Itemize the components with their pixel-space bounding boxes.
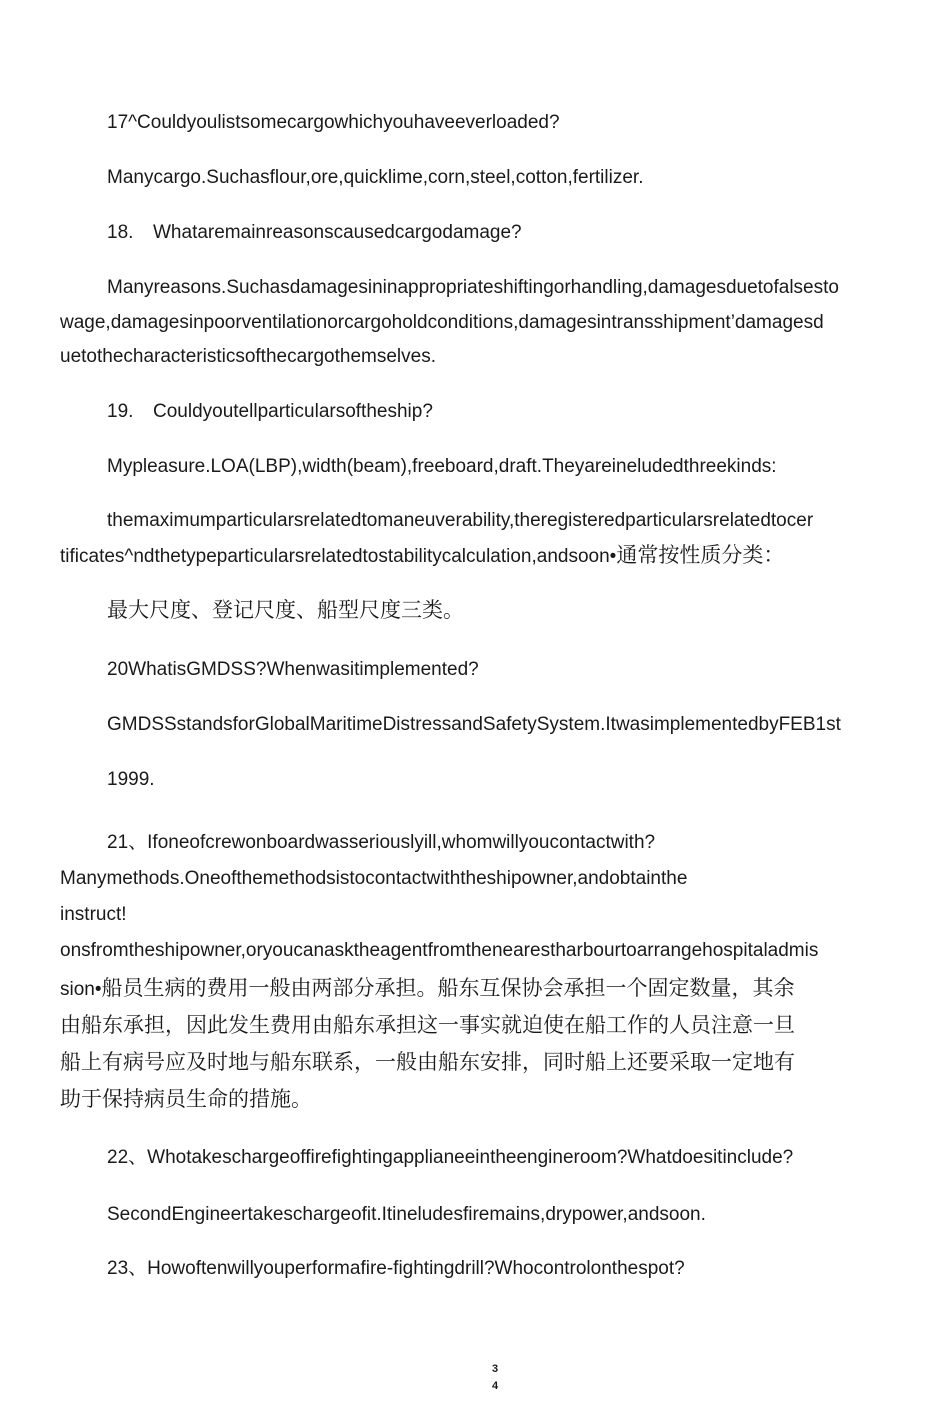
answer-17: Manycargo.Suchasflour,ore,quicklime,corn,steel,cotton,fertilizer. [107,167,644,188]
page-number-digit: 4 [491,1380,499,1392]
answer-21-line-1: Manymethods.Oneofthemethodsistocontactwiththeshipowner,andobtainthe [60,868,688,889]
chinese-note: 船员生病的费用一般由两部分承担。船东互保协会承担一个固定数量，其余 [101,976,795,1000]
chinese-note-line-3: 船上有病号应及时地与船东联系，一般由船东安排，同时船上还要采取一定地有 [60,1050,795,1074]
answer-18-line-1: Manyreasons.Suchasdamagesininappropriateshiftingorhandling,damagesduetofalsesto [107,277,839,298]
question-21: 21、Ifoneofcrewonboardwasseriouslyill,whomwillyoucontactwith? [107,832,656,853]
answer-21-line-3: onsfromtheshipowner,oryoucanasktheagentfromthenearestharbourtoarrangehospitaladmis [60,940,819,961]
question-text: Couldyoutellparticularsoftheship? [153,401,433,422]
question-22: 22、Whotakeschargeoffirefightingapplianeeintheengineroom?Whatdoesitinclude? [107,1147,794,1168]
answer-21-line-2: instruct! [60,904,127,925]
chinese-note-line-2: 由船东承担，因此发生费用由船东承担这一事实就迫使在船工作的人员注意一旦 [60,1013,795,1037]
answer-21-line-4 [60,976,795,1002]
page-number-digit: 3 [491,1363,499,1375]
answer-text: tificates^ndthetypeparticularsrelatedtostabilitycalculation,andsoon• [60,546,617,567]
answer-20-line-2: 1999. [107,769,155,790]
question-text: Whataremainreasonscausedcargodamage? [153,222,522,243]
answer-18-line-2: wage,damagesinpoorventilationorcargoholdconditions,damagesintransshipment’damagesd [60,312,824,333]
question-17: 17^Couldyoulistsomecargowhichyouhaveeverloaded? [107,112,560,133]
answer-22: SecondEngineertakeschargeofit.Itineludesfiremains,drypower,andsoon. [107,1204,706,1225]
answer-19-line-1: Mypleasure.LOA(LBP),width(beam),freeboard,draft.Theyareineludedthreekinds: [107,456,777,477]
chinese-note-line-2: 最大尺度、登记尺度、船型尺度三类。 [107,598,464,622]
answer-text: sion• [60,979,102,1000]
answer-18-line-3: uetothecharacteristicsofthecargothemselves. [60,346,436,367]
answer-19-line-2: themaximumparticularsrelatedtomaneuverability,theregisteredparticularsrelatedtocer [107,510,814,531]
chinese-note-line-4: 助于保持病员生命的措施。 [60,1087,312,1111]
answer-20-line-1: GMDSSstandsforGlobalMaritimeDistressandSafetySystem.ItwasimplementedbyFEB1st [107,714,841,735]
question-20: 20WhatisGMDSS?Whenwasitimplemented? [107,659,479,680]
chinese-note: 通常按性质分类： [616,543,785,567]
question-19 [107,400,433,424]
question-18 [107,221,522,245]
question-23: 23、Howoftenwillyouperformafire-fightingdrill?Whocontrolonthespot? [107,1258,685,1279]
question-number: 19. [107,401,134,422]
question-number: 18. [107,222,134,243]
answer-19-line-3 [60,543,784,569]
